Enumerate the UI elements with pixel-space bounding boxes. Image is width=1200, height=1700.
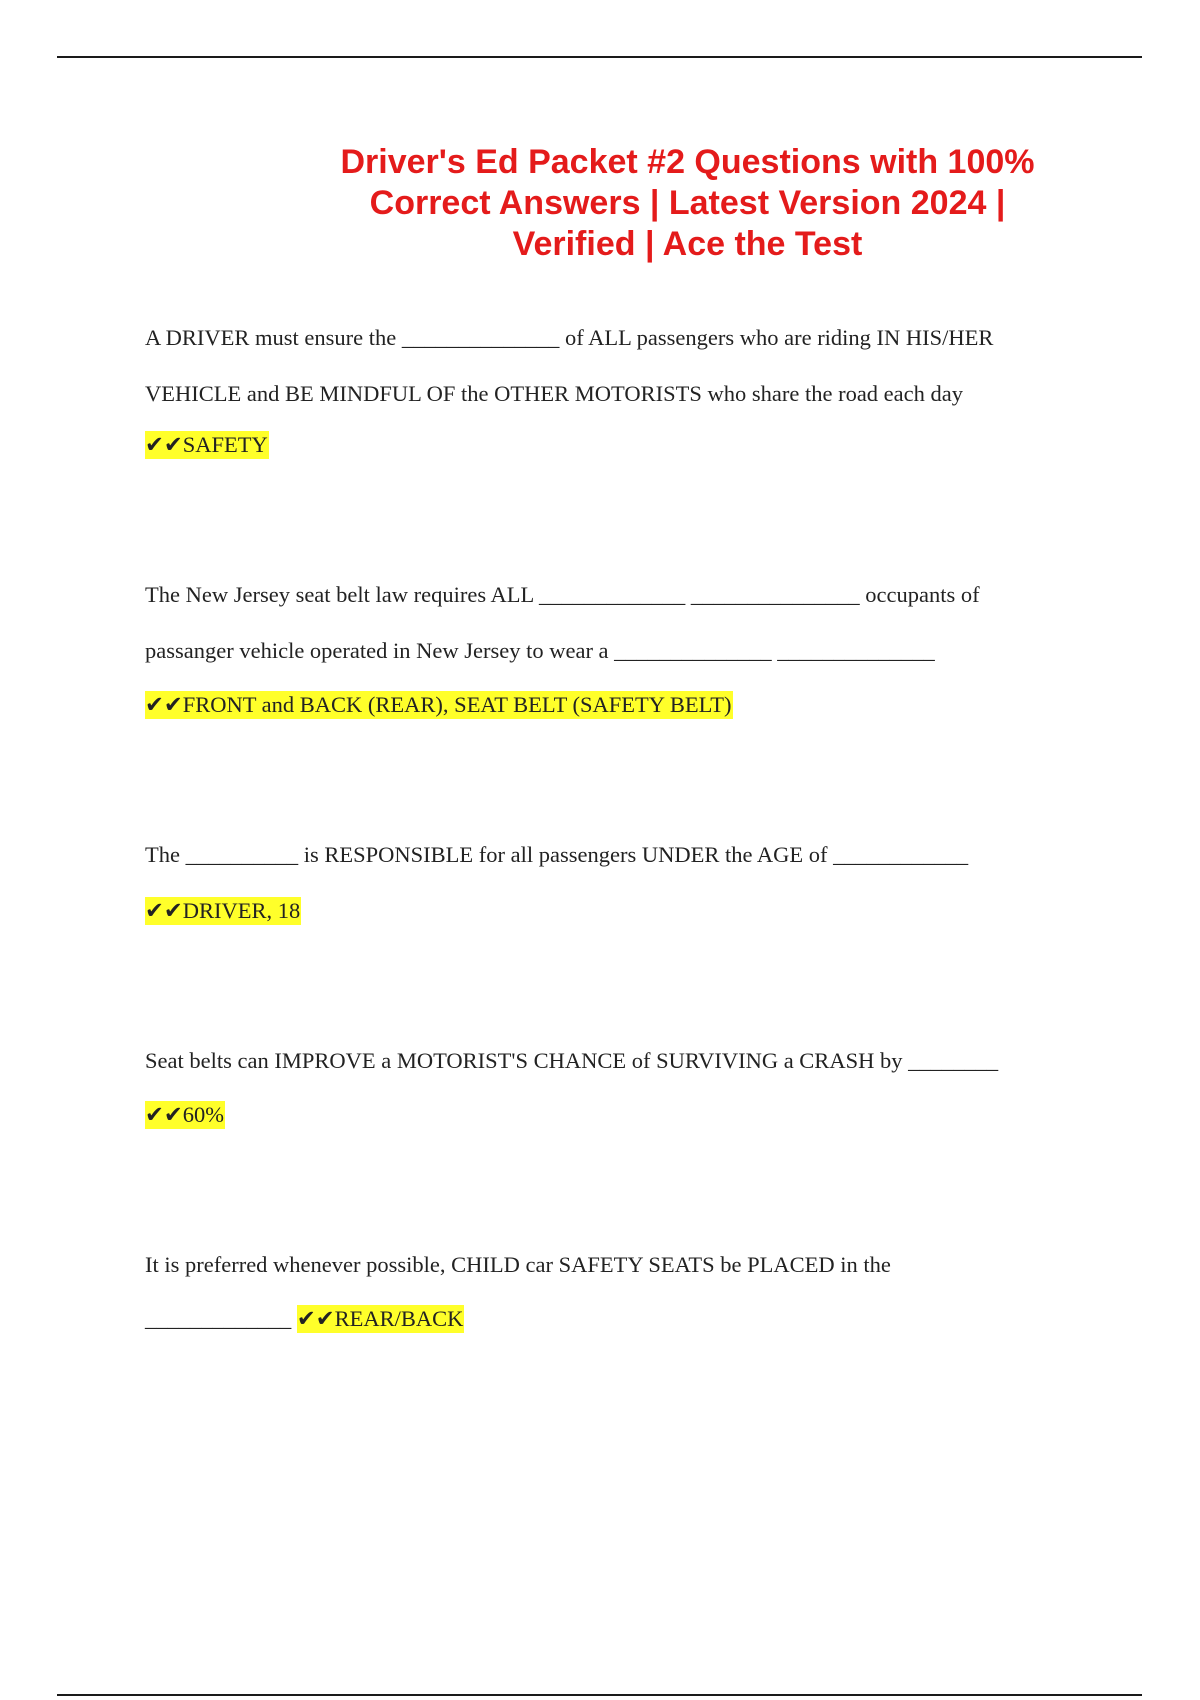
question-1-answer-line: [145, 430, 269, 460]
question-5-answer: ✔✔REAR/BACK: [296, 1306, 464, 1331]
question-4-text-line-1: Seat belts can IMPROVE a MOTORIST'S CHANCE of SURVIVING a CRASH by ________: [145, 1048, 999, 1073]
question-4-answer-line: [145, 1100, 225, 1130]
question-2-answer-line: [145, 690, 733, 720]
document-title: [305, 142, 1070, 265]
question-2-answer: ✔✔FRONT and BACK (REAR), SEAT BELT (SAFETY BELT): [145, 692, 732, 717]
question-3-answer: ✔✔DRIVER, 18: [145, 898, 301, 923]
bottom-rule: [57, 1694, 1142, 1696]
title-line: Driver's Ed Packet #2 Questions with 100%: [340, 143, 1035, 181]
question-2-text-line-2: passanger vehicle operated in New Jersey to wear a ______________ ______________: [145, 638, 935, 663]
question-1-text-line-1: A DRIVER must ensure the ______________ of ALL passengers who are riding IN HIS/HER: [145, 325, 994, 350]
question-4-answer: ✔✔60%: [145, 1102, 224, 1127]
question-1-text-line-2: VEHICLE and BE MINDFUL OF the OTHER MOTORISTS who share the road each day: [145, 381, 963, 406]
question-3-answer-line: [145, 896, 301, 926]
question-5-text-line-1: It is preferred whenever possible, CHILD car SAFETY SEATS be PLACED in the: [145, 1252, 891, 1277]
title-line: Verified | Ace the Test: [512, 225, 863, 263]
title-line: Correct Answers | Latest Version 2024 |: [369, 184, 1006, 222]
question-5-blank: _____________: [145, 1306, 292, 1331]
question-2-text-line-1: The New Jersey seat belt law requires ALL _____________ _______________ occupants of: [145, 582, 980, 607]
question-3-text-line-1: The __________ is RESPONSIBLE for all passengers UNDER the AGE of ____________: [145, 842, 969, 867]
top-rule: [57, 56, 1142, 58]
question-1-answer: ✔✔SAFETY: [145, 432, 268, 457]
question-5-answer-line: [145, 1304, 464, 1334]
